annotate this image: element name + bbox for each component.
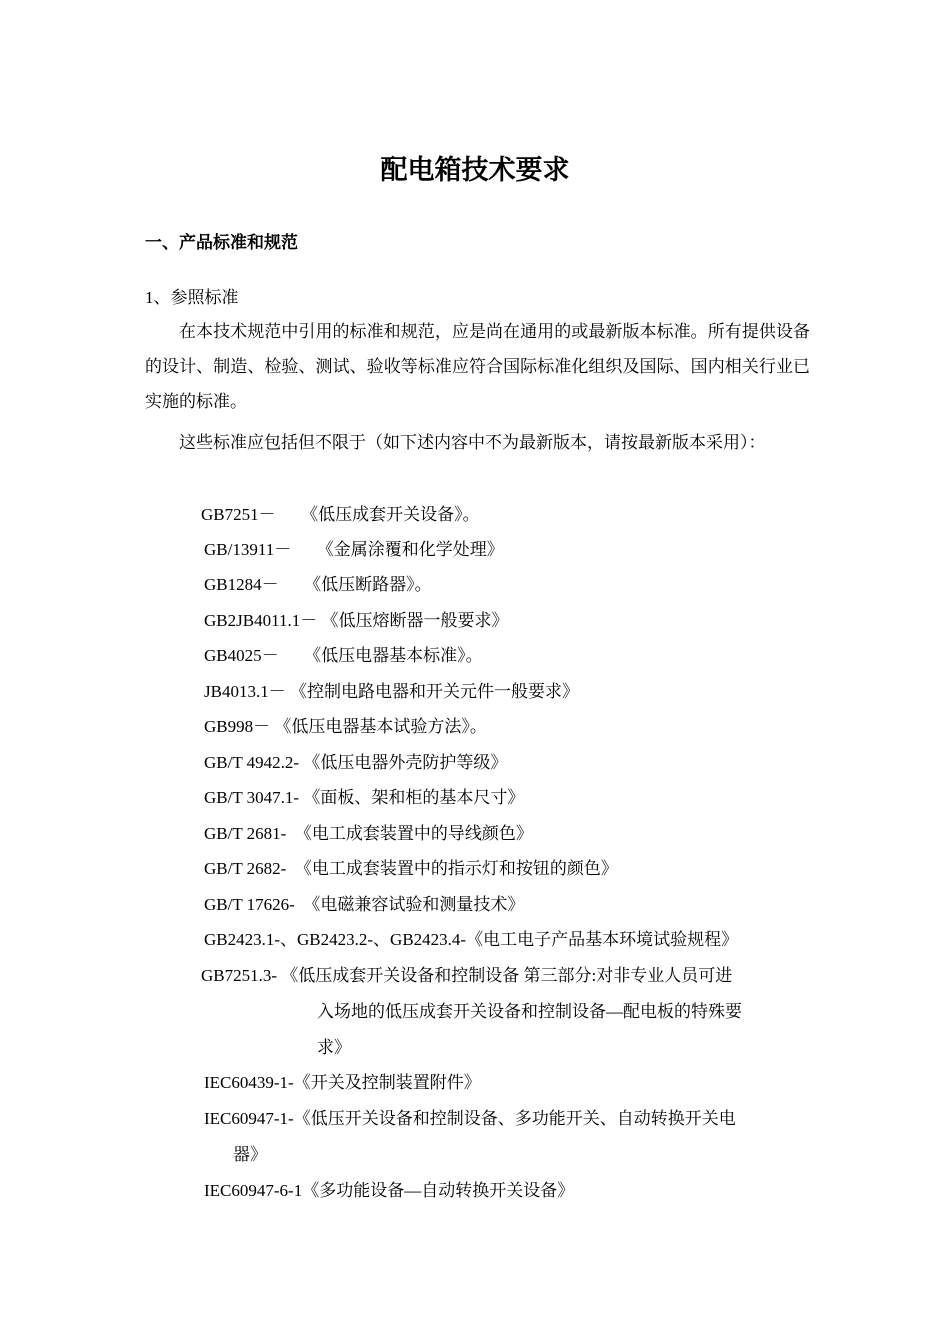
standard-item [204,571,432,599]
standard-item [204,1069,481,1097]
standard-item [204,749,507,777]
standard-name: 《低压成套开关设备》。 [309,505,480,524]
standard-item [204,607,508,635]
standard-code: GB2JB4011.1－ [204,611,318,630]
section-heading: 一、产品标准和规范 [145,233,298,252]
standard-name: 《电磁兼容试验和测量技术》 [303,895,525,914]
standard-gap [286,859,295,878]
standard-name: 《电工成套装置中的导线颜色》 [294,824,533,843]
standard-gap [276,505,310,524]
standard-name: 《开关及控制装置附件》 [293,1073,481,1092]
standard-name: 《低压熔断器一般要求》 [321,611,509,630]
standard-item [201,501,480,529]
standard-name-line: 求》 [317,1038,351,1057]
standard-name: 《电工成套装置中的指示灯和按钮的颜色》 [294,859,618,878]
standard-item [204,784,524,812]
standard-name: 《面板、架和柜的基本尺寸》 [303,788,525,807]
standard-code: GB1284－ [204,575,279,594]
standard-item [204,1177,574,1205]
standard-code: GB998－ [204,717,271,736]
standard-item [204,642,483,670]
standard-code: GB2423.1-、GB2423.2-、GB2423.4- [204,930,467,949]
standard-name: 《电工电子产品基本环境试验规程》 [466,930,739,949]
standard-item [204,678,579,706]
standard-code: GB7251.3- [201,966,278,985]
standard-code: GB/T 4942.2- [204,753,300,772]
standard-name: 《控制电路电器和开关元件一般要求》 [289,682,579,701]
standard-item [204,820,533,848]
standard-item [204,1105,736,1133]
standard-code: GB/T 2682- [204,859,287,878]
standard-code: GB/T 3047.1- [204,788,300,807]
standard-code: IEC60947-1- [204,1109,294,1128]
standard-code: GB/T 2681- [204,824,287,843]
document-title: 配电箱技术要求 [380,155,570,185]
paragraph-standards-include: 这些标准应包括但不限于（如下述内容中不为最新版本，请按最新版本采用）： [179,433,766,452]
standard-name-line: 《低压开关设备和控制设备、多功能开关、自动转换开关电 [293,1109,736,1128]
standard-name: 《多功能设备—自动转换开关设备》 [302,1181,575,1200]
standard-item [204,926,738,954]
standard-name: 《金属涂覆和化学处理》 [325,540,504,559]
standard-code: GB4025－ [204,646,279,665]
standard-item [204,855,618,883]
standard-code: GB7251－ [201,505,276,524]
subsection-heading: 1、参照标准 [145,288,239,307]
standard-name-line: 器》 [233,1145,267,1164]
standard-item [204,713,487,741]
standard-name-line: 入场地的低压成套开关设备和控制设备—配电板的特殊要 [317,1002,742,1021]
standard-name: 《低压电器基本试验方法》。 [274,717,487,736]
standard-gap [291,540,325,559]
standard-item [201,962,732,990]
standard-code: GB/13911－ [204,540,292,559]
standard-code: JB4013.1－ [204,682,286,701]
standard-name: 《低压电器基本标准》。 [312,646,483,665]
standard-code: IEC60947-6-1 [204,1181,303,1200]
standard-name: 《低压断路器》。 [312,575,432,594]
standard-item [204,891,524,919]
standard-code: IEC60439-1- [204,1073,294,1092]
standard-item [204,536,504,564]
standard-code: GB/T 17626- [204,895,295,914]
standard-name-line: 《低压成套开关设备和控制设备 第三部分:对非专业人员可进 [281,966,733,985]
standard-gap [279,646,313,665]
paragraph-reference-standards: 在本技术规范中引用的标准和规范，应是尚在通用的或最新版本标准。所有提供设备的设计、制造、检验、测试、验收等标准应符合国际标准化组织及国际、国内相关行业已实施的标准。 [145,322,810,411]
standard-gap [279,575,313,594]
standard-gap [286,824,295,843]
standard-name: 《低压电器外壳防护等级》 [303,753,508,772]
